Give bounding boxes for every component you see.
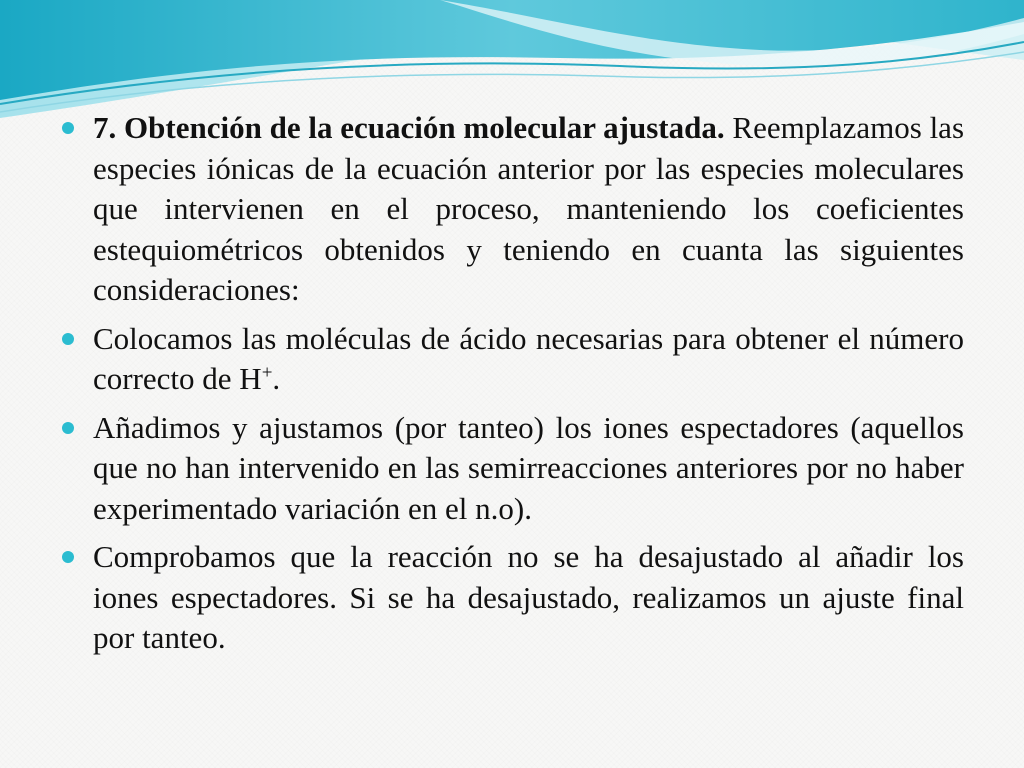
bullet-dot-icon <box>62 422 74 434</box>
bullet-item-1 <box>62 108 964 311</box>
bullet-text: Añadimos y ajustamos (por tanteo) los iones espectadores (aquellos que no han intervenido en las semirreacciones anteriores por no haber experimentado variación en el n.o). <box>93 409 964 526</box>
bullet-dot-icon <box>62 122 74 134</box>
bullet-text: Colocamos las moléculas de ácido necesarias para obtener el número correcto de H <box>93 320 964 396</box>
bullet-text: Comprobamos que la reacción no se ha desajustado al añadir los iones espectadores. Si se ha desajustado, realizamos un ajuste final por tanteo. <box>93 539 964 655</box>
bullet-dot-icon <box>62 551 74 563</box>
bullet-item-3 <box>62 408 964 530</box>
bullet-item-2 <box>62 319 964 400</box>
bullet-text: Reemplazamos las especies iónicas de la ecuación anterior por las especies moleculares que intervienen en el proceso, manteniendo los coeficientes estequiométricos obtenidos y teniendo en cuanta las siguientes consideraciones: <box>93 110 965 307</box>
superscript-plus: + <box>261 362 273 384</box>
bullet-dot-icon <box>62 333 74 345</box>
bullet-heading: 7. Obtención de la ecuación molecular ajustada. <box>93 110 725 145</box>
slide-body <box>62 108 964 667</box>
bullet-item-4 <box>62 537 964 659</box>
bullet-text-end: . <box>272 361 281 396</box>
